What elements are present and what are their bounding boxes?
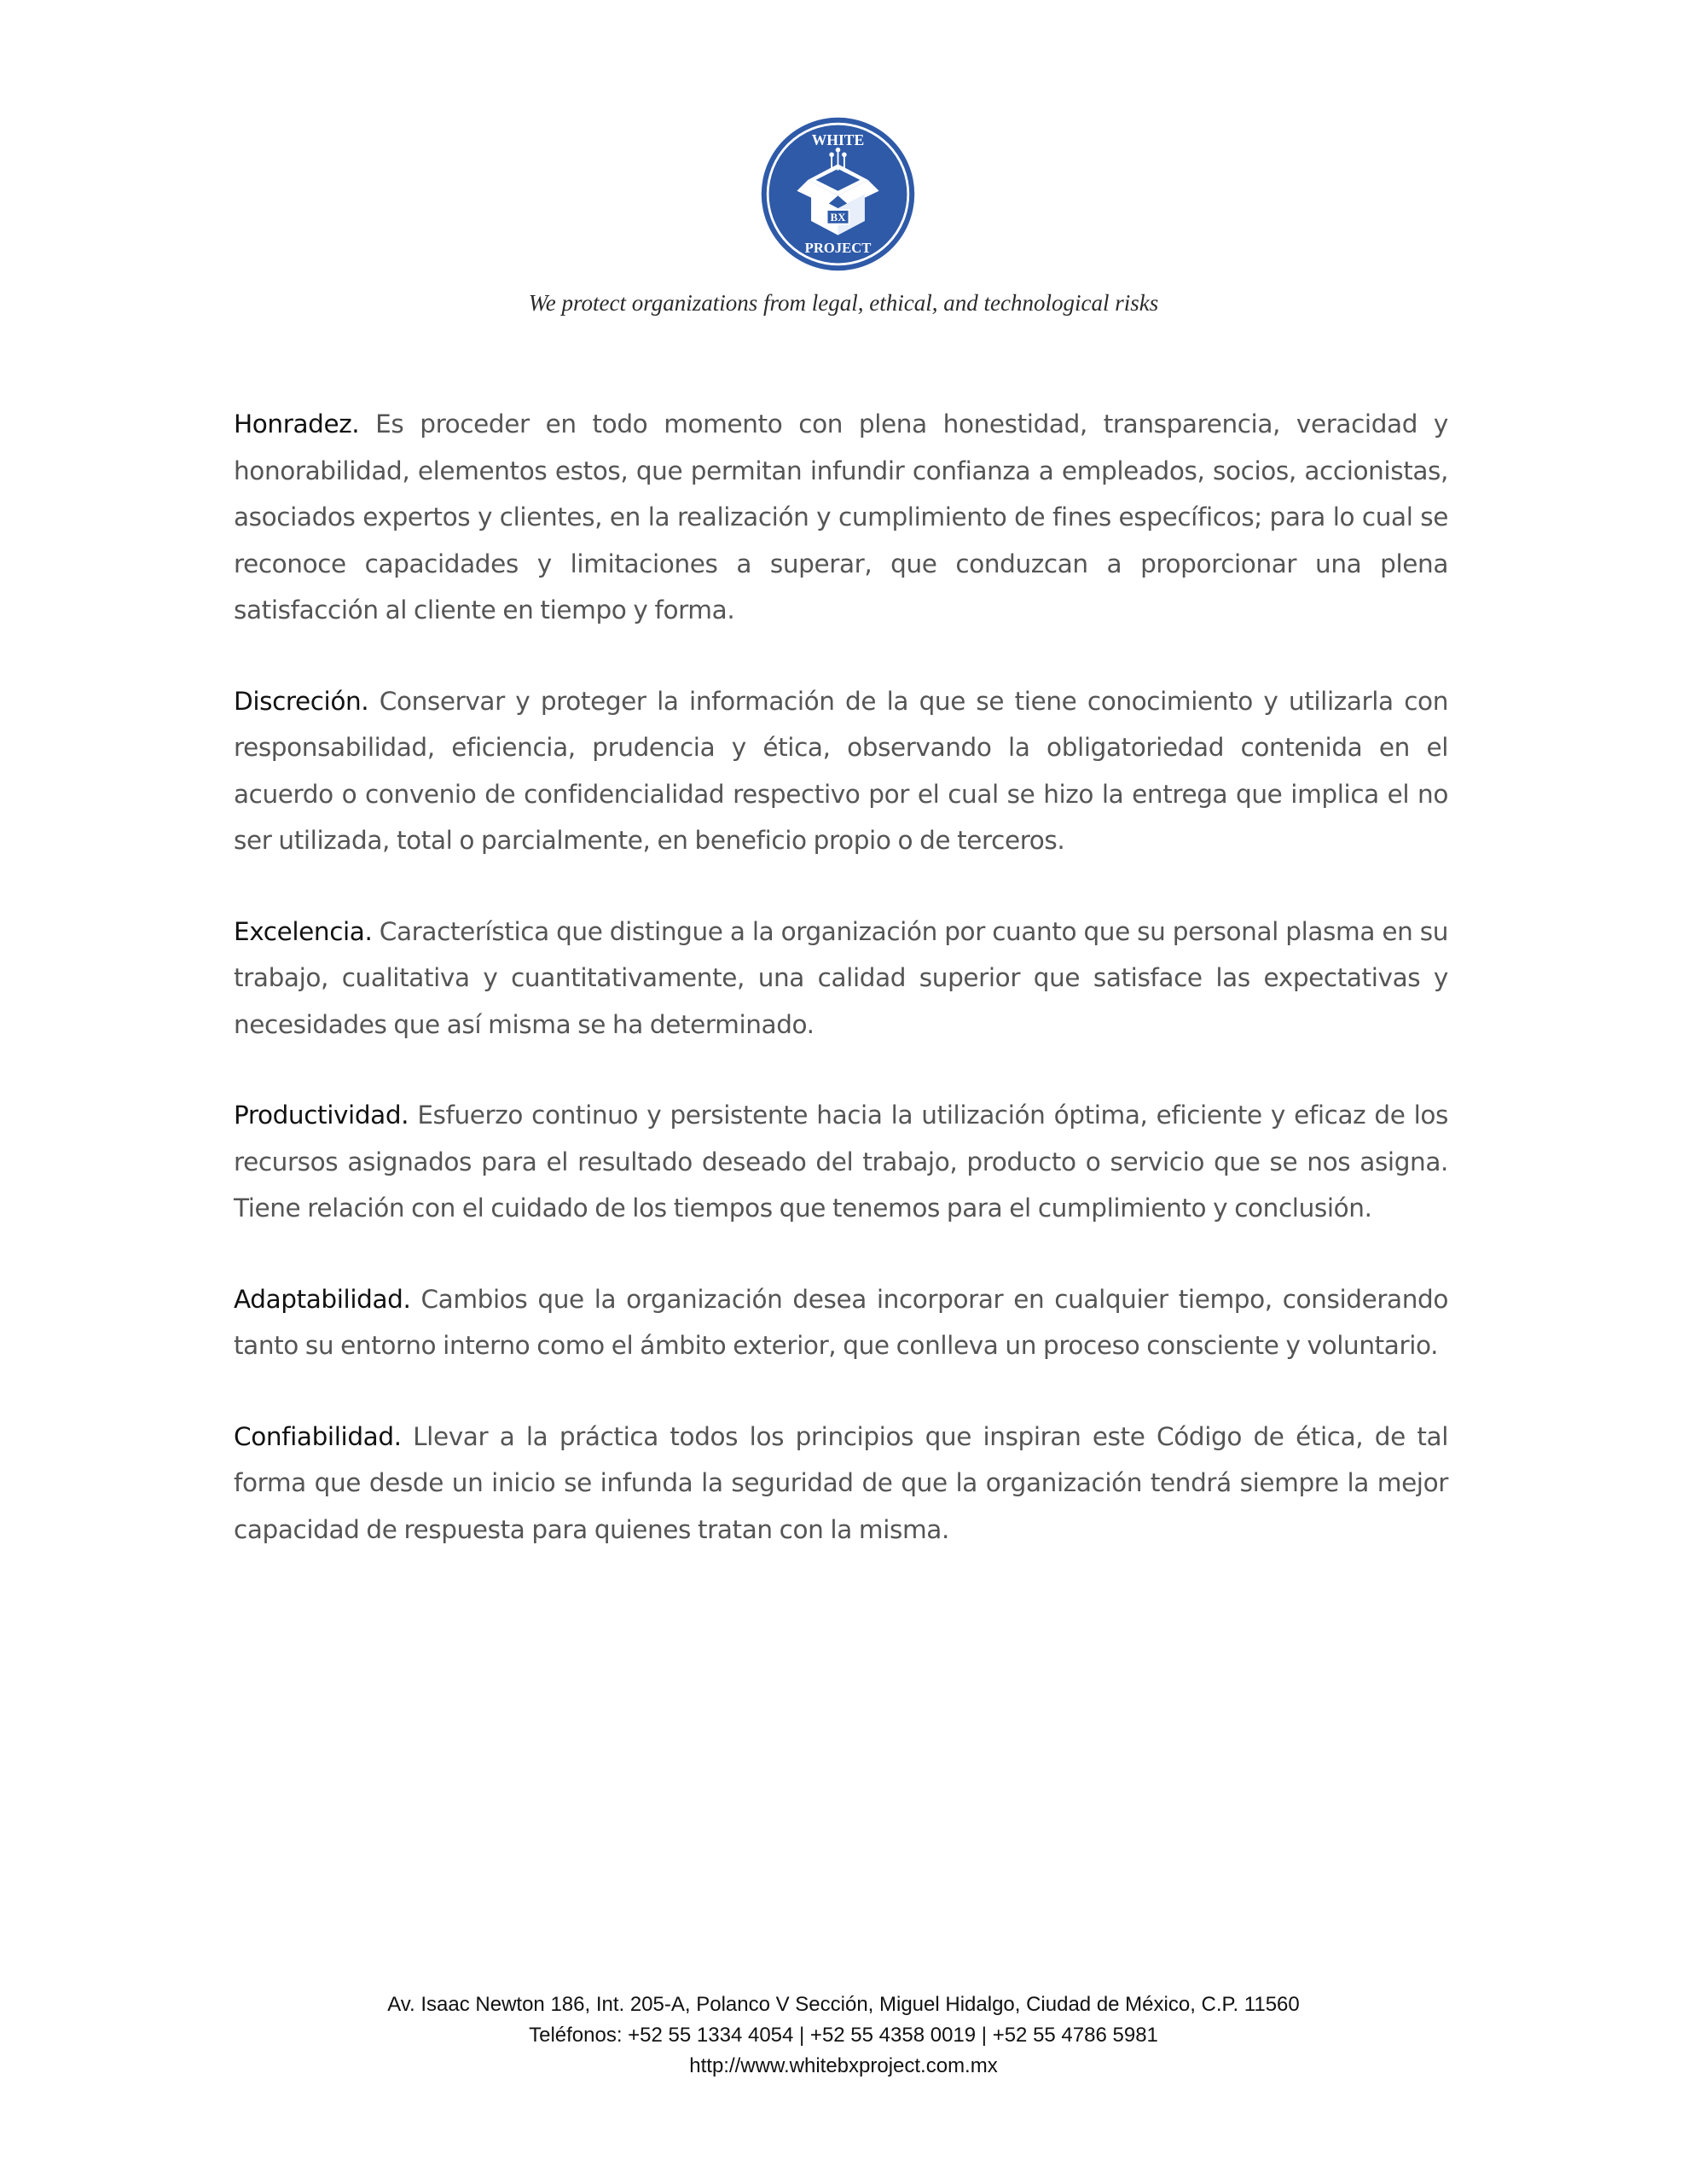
footer-website-link[interactable]: http://www.whitebxproject.com.mx xyxy=(689,2054,998,2077)
logo-bottom-text: PROJECT xyxy=(804,239,872,256)
value-term: Confiabilidad. xyxy=(234,1421,402,1451)
value-description: Esfuerzo continuo y persistente hacia la utilización óptima, eficiente y eficaz de los recursos asignados para el resultado deseado del trabajo, producto o servicio que se nos asigna. Tiene relación con el cuidado de los tiempos que tenemos para el cumplimiento y conclusión. xyxy=(234,1101,1448,1223)
value-description: Cambios que la organización desea incorporar en cualquier tiempo, considerando tanto su entorno interno como el ámbito exterior, que conlleva un proceso consciente y voluntario. xyxy=(234,1284,1448,1360)
value-term: Discreción. xyxy=(234,686,369,716)
value-description: Conservar y proteger la información de la que se tiene conocimiento y utilizarla con responsabilidad, eficiencia, prudencia y ética, observando la obligatoriedad contenida en el acuerdo o convenio de confidencialidad respectivo por el cual se hizo la entrega que implica el no ser utilizada, total o parcialmente, en beneficio propio o de terceros. xyxy=(234,686,1448,855)
value-paragraph-productividad xyxy=(234,1092,1448,1232)
value-description: Llevar a la práctica todos los principios que inspiran este Código de ética, de tal forma que desde un inicio se infunda la seguridad de que la organización tendrá siempre la mejor capacidad de respuesta para quienes tratan con la misma. xyxy=(234,1421,1448,1544)
footer-address: Av. Isaac Newton 186, Int. 205-A, Polanco V Sección, Miguel Hidalgo, Ciudad de México, C.P. 11560 xyxy=(387,1993,1300,2016)
value-term: Adaptabilidad. xyxy=(234,1284,411,1314)
value-paragraph-honradez xyxy=(234,401,1448,634)
value-paragraph-confiabilidad xyxy=(234,1414,1448,1554)
page-footer xyxy=(0,1989,1687,2082)
logo-icon xyxy=(759,115,917,273)
value-paragraph-adaptabilidad xyxy=(234,1276,1448,1369)
footer-phones: Teléfonos: +52 55 1334 4054 | +52 55 4358 0019 | +52 55 4786 5981 xyxy=(529,2024,1158,2047)
white-bx-project-logo xyxy=(759,115,917,273)
values-section xyxy=(234,401,1448,1597)
logo-middle-text: BX xyxy=(830,210,846,224)
logo-top-text: WHITE xyxy=(811,131,865,149)
value-term: Productividad. xyxy=(234,1101,409,1130)
value-paragraph-discrecion xyxy=(234,678,1448,864)
value-description: Característica que distingue a la organización por cuanto que su personal plasma en su trabajo, cualitativa y cuantitativamente, una calidad superior que satisface las expectativas y necesidades que así misma se ha determinado. xyxy=(234,916,1448,1039)
value-term: Honradez. xyxy=(234,410,360,439)
value-term: Excelencia. xyxy=(234,916,373,946)
value-paragraph-excelencia xyxy=(234,909,1448,1048)
tagline: We protect organizations from legal, ethical, and technological risks xyxy=(528,290,1159,316)
value-description: Es proceder en todo momento con plena honestidad, transparencia, veracidad y honorabilidad, elementos estos, que permitan infundir confianza a empleados, socios, accionistas, asociados expertos y clientes, en la realización y cumplimiento de fines específicos; para lo cual se reconoce capacidades y limitaciones a superar, que conduzcan a proporcionar una plena satisfacción al cliente en tiempo y forma. xyxy=(234,410,1448,624)
